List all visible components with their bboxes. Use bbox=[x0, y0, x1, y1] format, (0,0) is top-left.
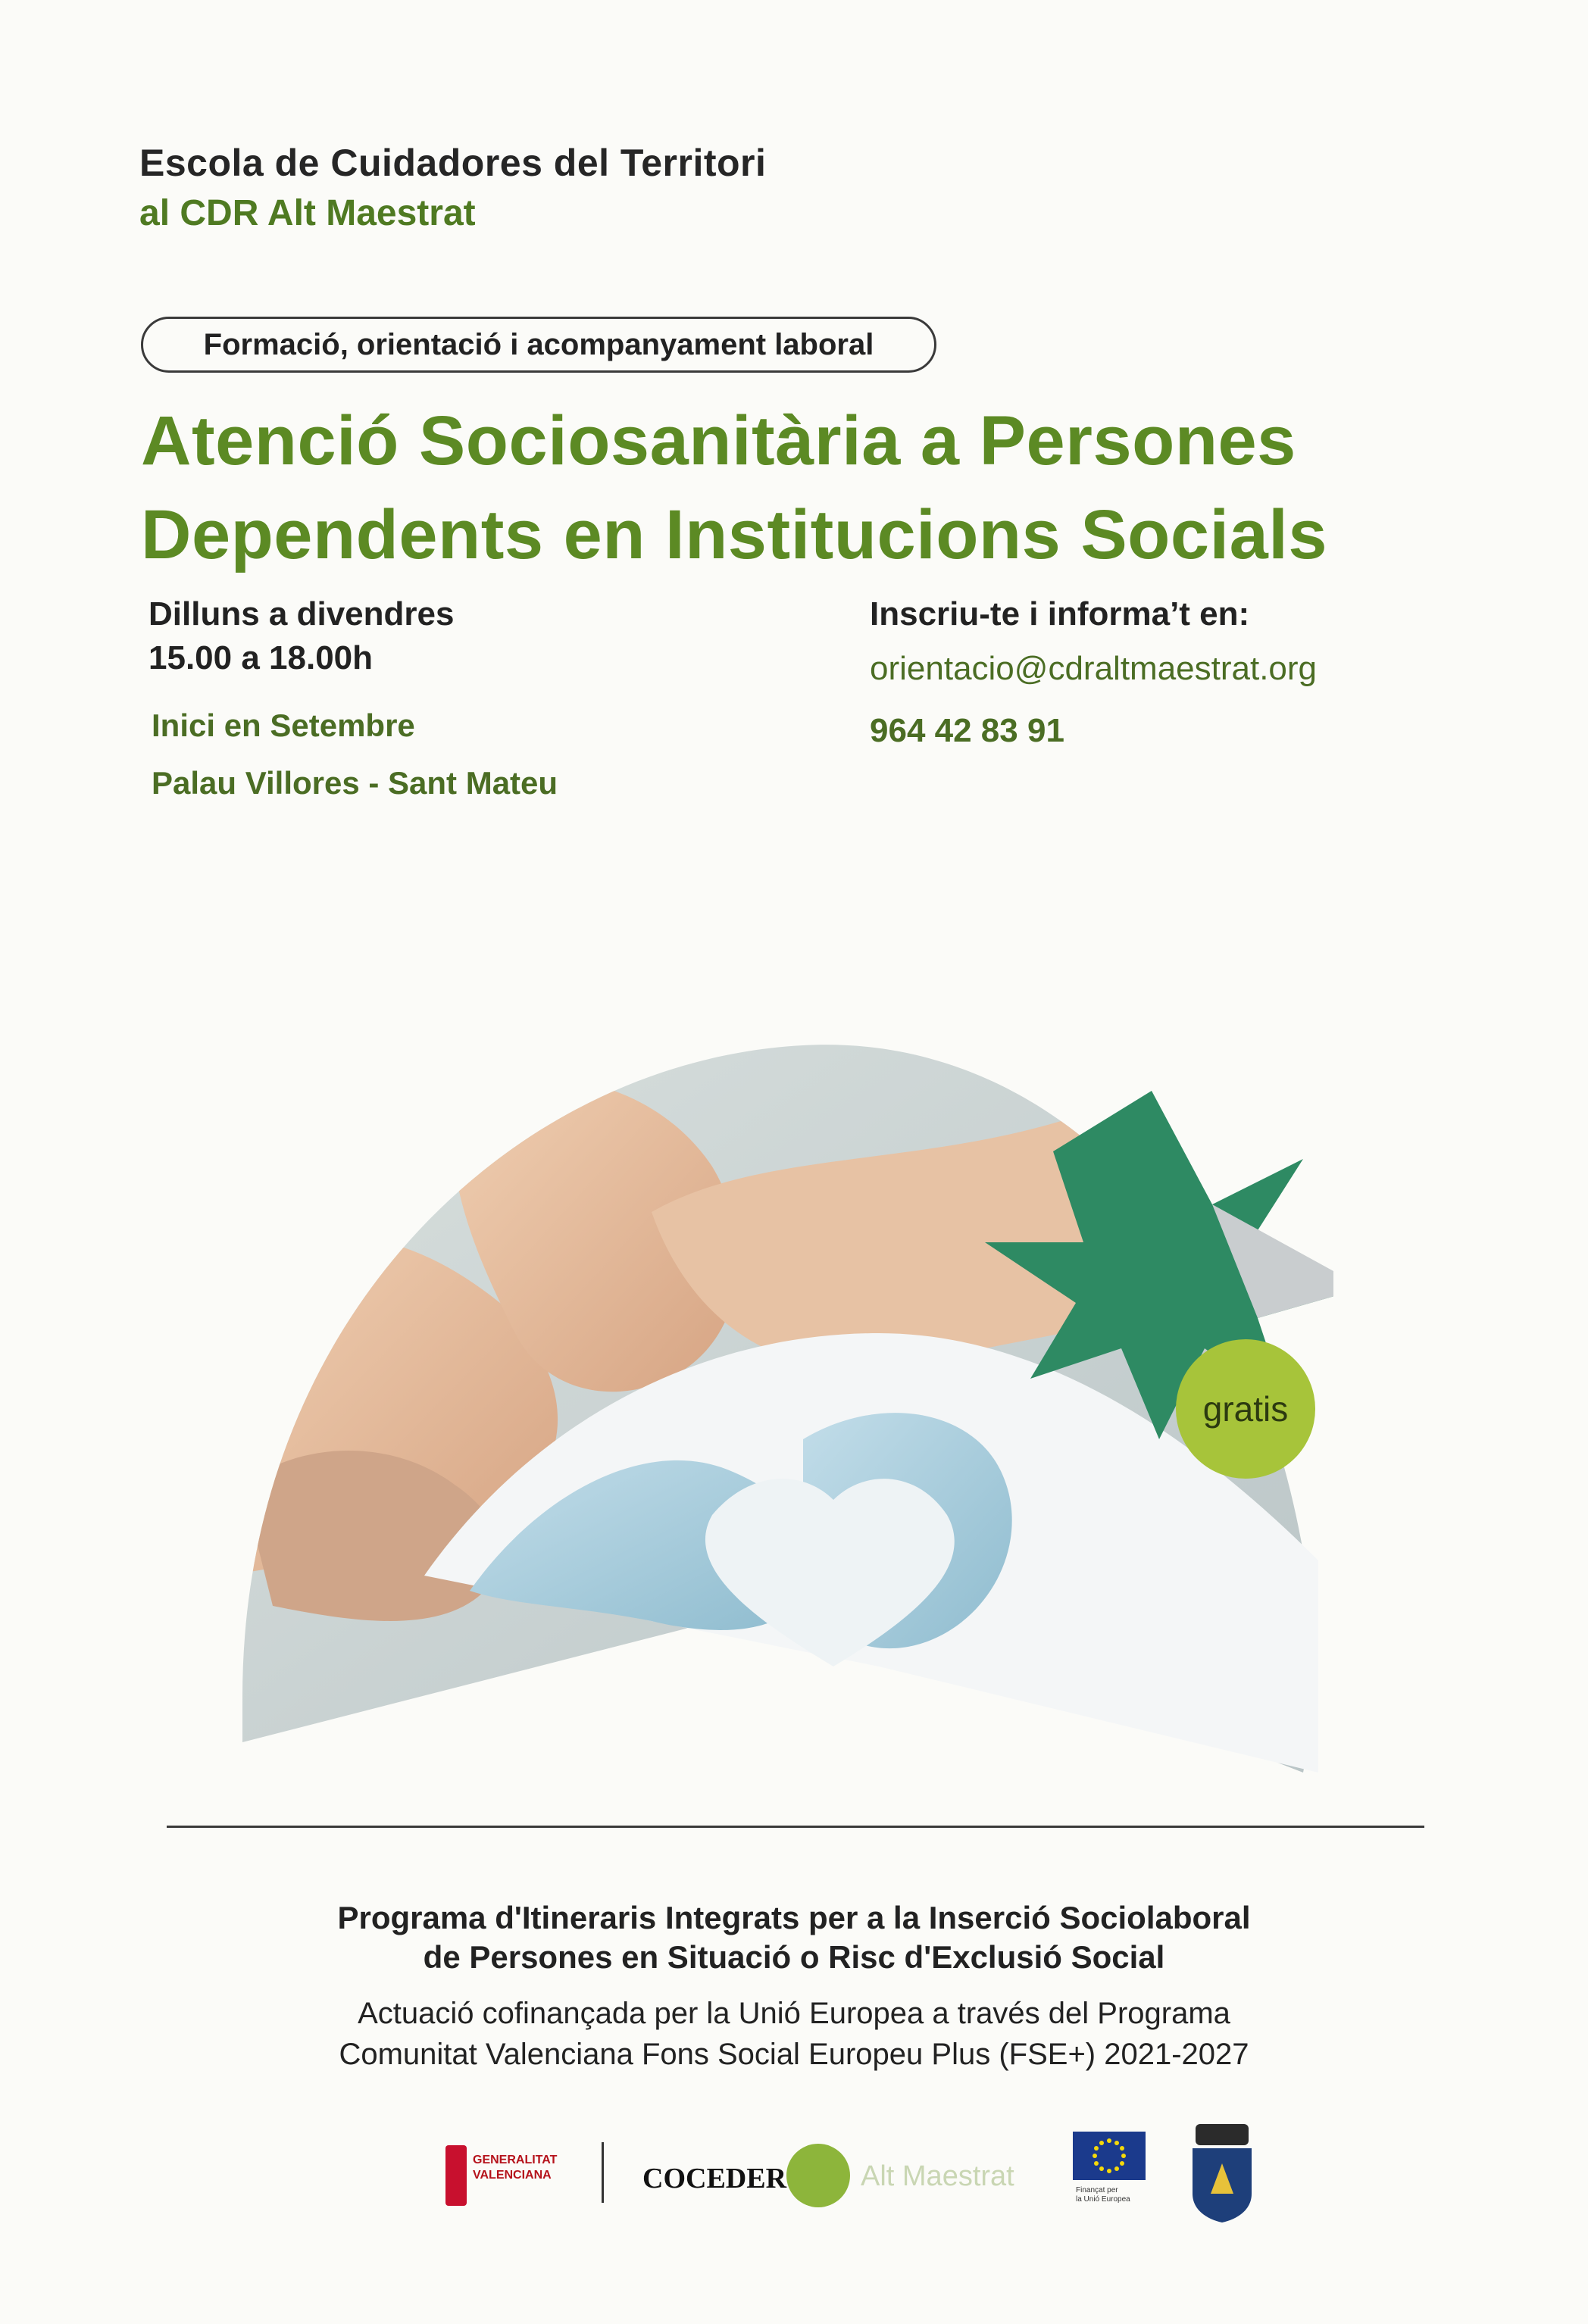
category-tag bbox=[141, 317, 936, 373]
venue: Palau Villores - Sant Mateu bbox=[152, 765, 558, 801]
alt-maestrat-logo bbox=[779, 2135, 1036, 2218]
generalitat-logo-text: GENERALITAT VALENCIANA bbox=[473, 2154, 558, 2182]
divider bbox=[167, 1826, 1424, 1828]
free-badge-label: gratis bbox=[1202, 1389, 1289, 1429]
coceder-logo bbox=[627, 2129, 787, 2219]
school-name: Escola de Cuidadores del Territori bbox=[139, 142, 767, 184]
eu-flag-icon bbox=[1073, 2132, 1146, 2180]
cofinancing-line-2: Comunitat Valenciana Fons Social Europeu Plus (FSE+) 2021-2027 bbox=[339, 2038, 1249, 2071]
contact-heading: Inscriu-te i informa’t en: bbox=[870, 595, 1250, 633]
program-line-1: Programa d'Itineraris Integrats per a la Inserció Sociolaboral bbox=[337, 1900, 1251, 1935]
schedule-days: Dilluns a divendres bbox=[148, 595, 455, 633]
category-tag-label: Formació, orientació i acompanyament laboral bbox=[203, 327, 874, 361]
school-location: al CDR Alt Maestrat bbox=[139, 193, 476, 233]
generalitat-emblem-icon bbox=[445, 2145, 467, 2206]
logo-separator bbox=[602, 2142, 604, 2203]
municipal-shield-icon bbox=[1188, 2121, 1256, 2224]
start-date: Inici en Setembre bbox=[152, 708, 415, 743]
cofinancing-line-1: Actuació cofinançada per la Unió Europea a través del Programa bbox=[358, 1997, 1230, 2030]
contact-phone-link[interactable]: 964 42 83 91 bbox=[870, 712, 1064, 749]
eu-logo-caption: Finançat per la Unió Europea bbox=[1076, 2186, 1130, 2204]
alt-maestrat-emblem-icon bbox=[786, 2144, 850, 2207]
course-title bbox=[141, 394, 1474, 582]
course-title-line-1: Atenció Sociosanitària a Persones bbox=[141, 402, 1296, 479]
coceder-logo-text: COCEDER bbox=[642, 2163, 787, 2194]
course-title-line-2: Dependents en Institucions Socials bbox=[141, 496, 1327, 573]
contact-email-link[interactable]: orientacio@cdraltmaestrat.org bbox=[870, 650, 1318, 687]
alt-maestrat-logo-text: Alt Maestrat bbox=[861, 2160, 1014, 2192]
european-union-logo bbox=[1073, 2132, 1149, 2210]
generalitat-valenciana-logo bbox=[442, 2135, 586, 2218]
hands-photo-collage bbox=[227, 1015, 1333, 1788]
program-line-2: de Persones en Situació o Risc d'Exclusió Social bbox=[423, 1939, 1165, 1975]
schedule-hours: 15.00 a 18.00h bbox=[148, 639, 374, 676]
